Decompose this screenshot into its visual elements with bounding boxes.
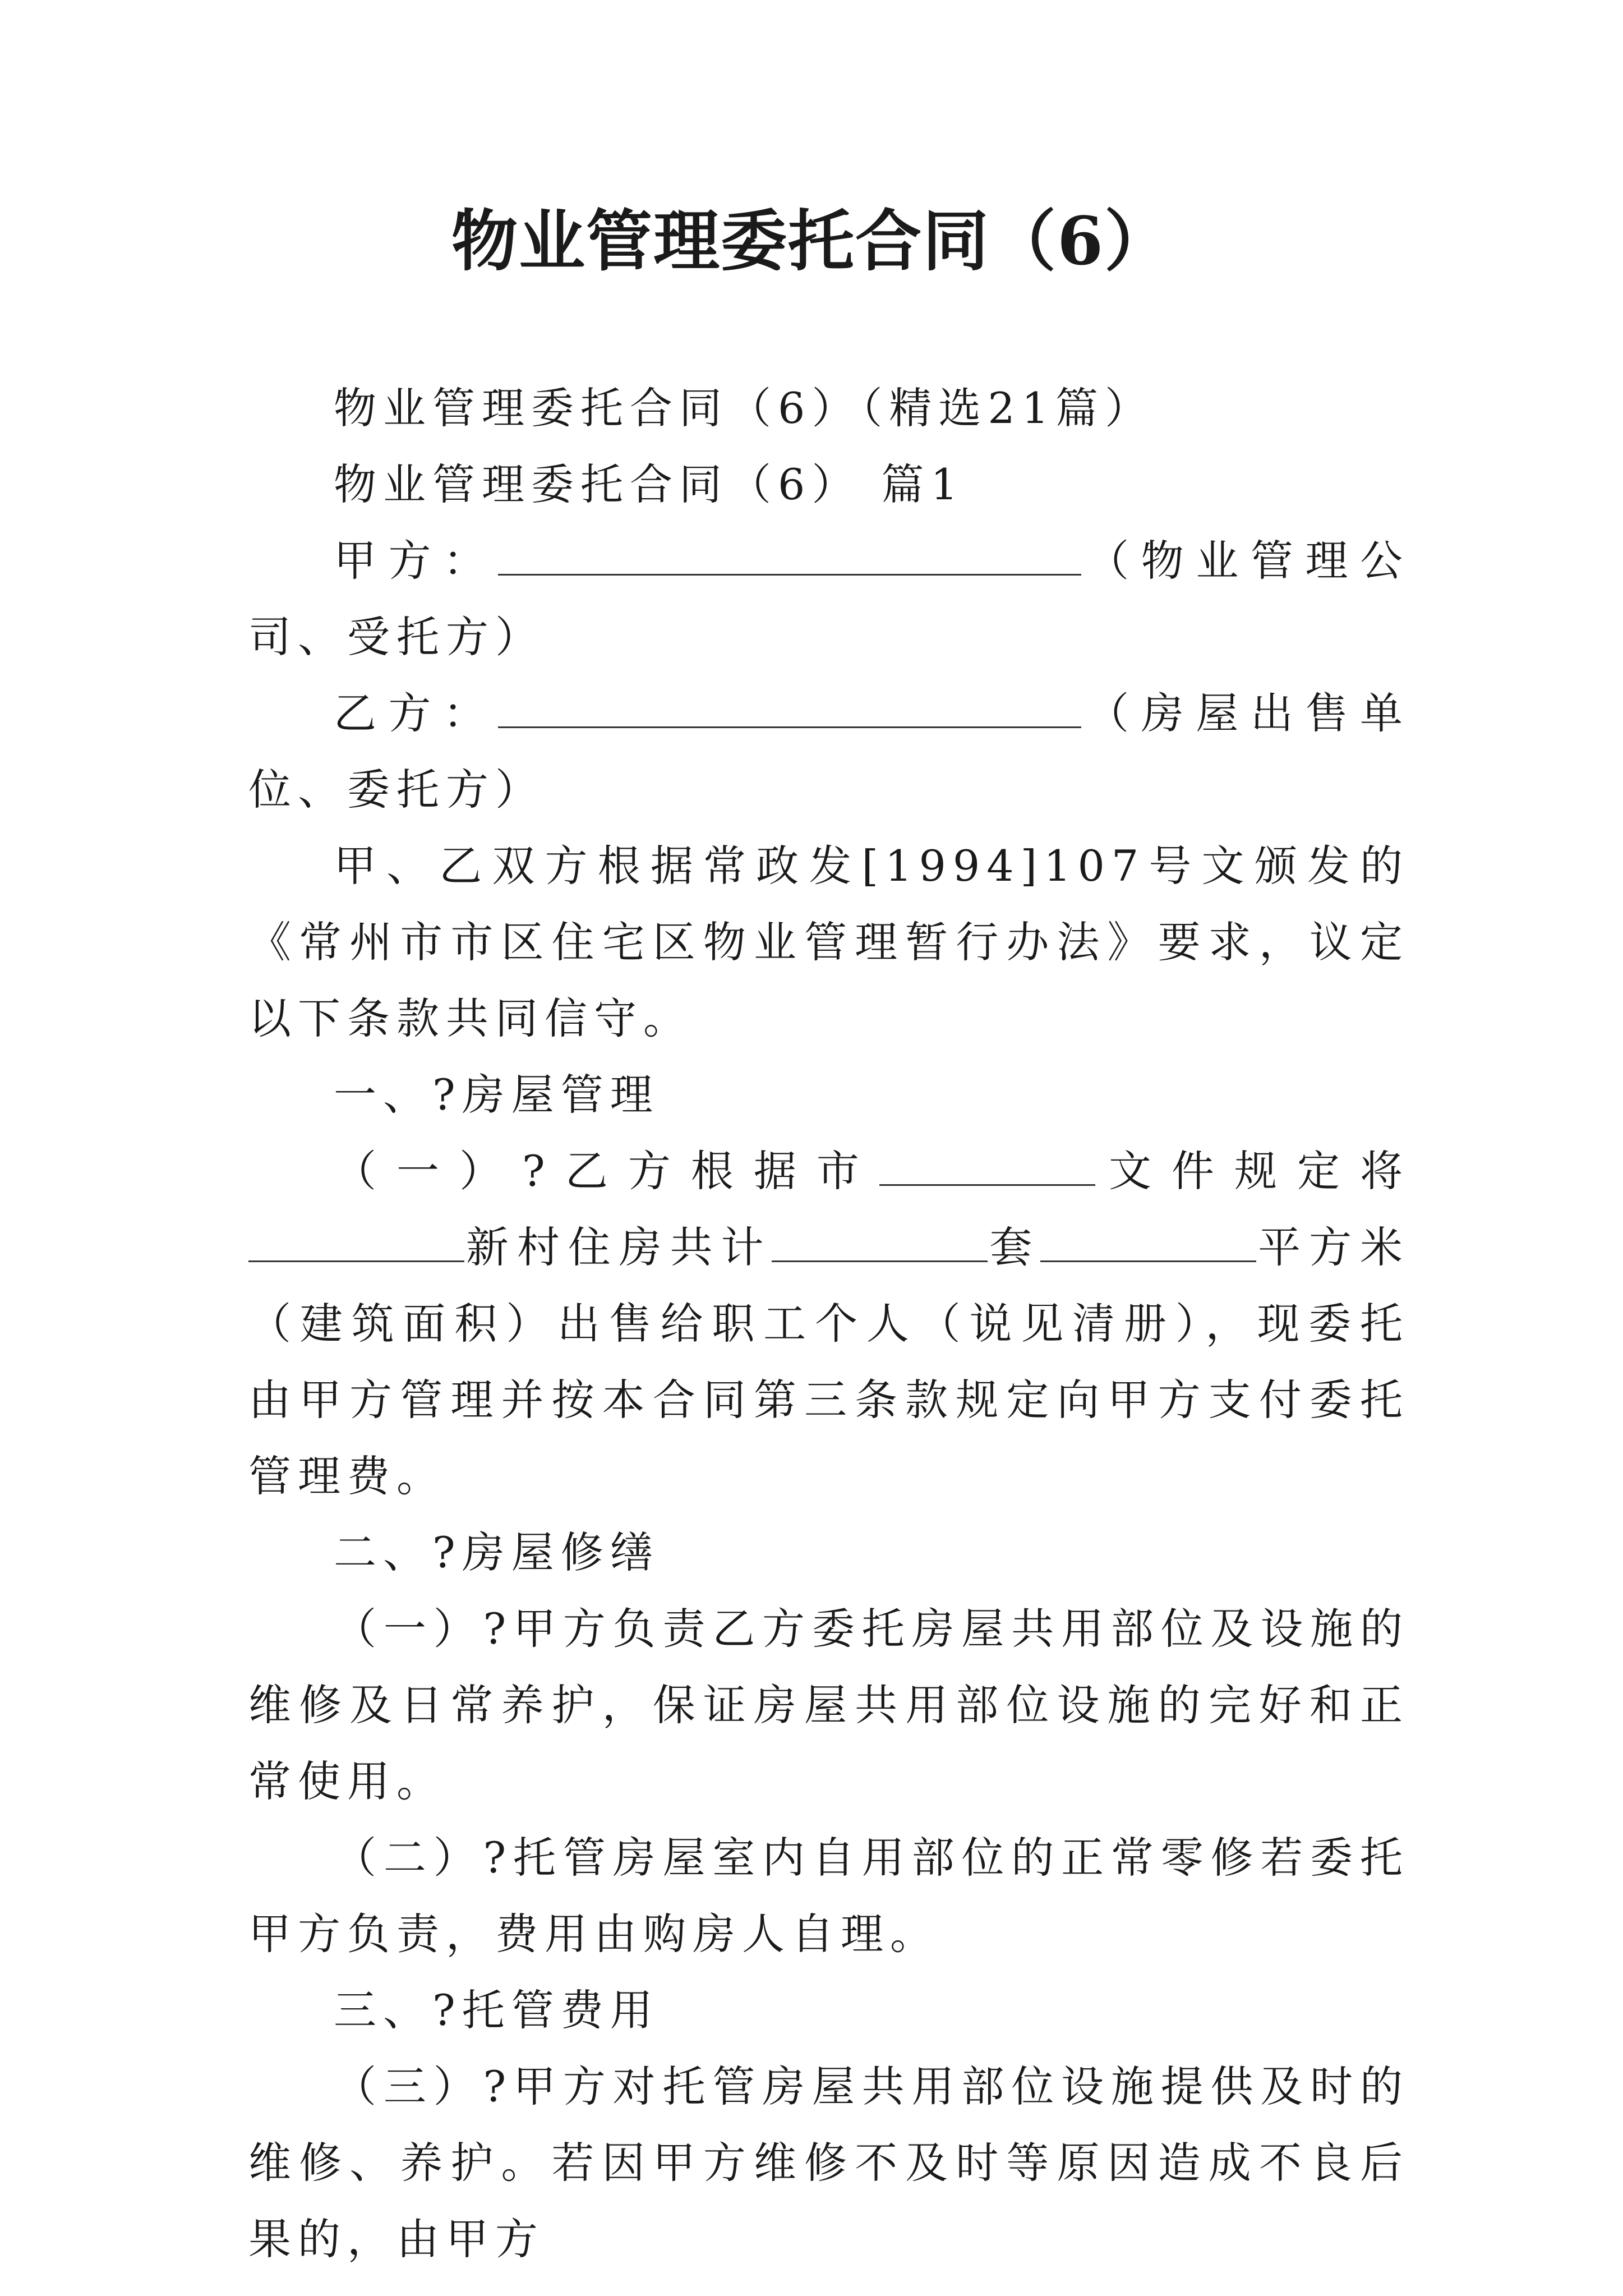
units-blank [772, 1227, 988, 1262]
party-a-label: 甲方： [334, 536, 498, 586]
section-1-item-1-text-e: 平方米（建筑面积）出售给职工个人（说见清册），现委托由甲方管理并按本合同第三条款规定向甲方支付委托管理费。 [248, 1222, 1410, 1501]
city-blank [879, 1151, 1095, 1186]
section-1-item-1-text-a: （一）?乙方根据市 [334, 1146, 879, 1196]
document-body [248, 370, 1409, 2277]
section-3-item-3: （三）?甲方对托管房屋共用部位设施提供及时的维修、养护。若因甲方维修不及时等原因造成不良后果的，由甲方 [248, 2062, 1409, 2264]
section-2-heading: 二、?房屋修缮 [334, 1527, 660, 1577]
document-title: 物业管理委托合同（6） [451, 202, 1172, 280]
section-2-item-1: （一）?甲方负责乙方委托房屋共用部位及设施的维修及日常养护，保证房屋共用部位设施的完好和正常使用。 [248, 1604, 1409, 1806]
party-a-role: （物业管理公司、受托方） [248, 536, 1410, 662]
section-1-item-1-text-b: 文件规定将 [1095, 1146, 1410, 1196]
area-blank [1040, 1227, 1256, 1262]
party-b-role: （房屋出售单位、委托方） [248, 688, 1410, 815]
village-blank [248, 1227, 464, 1262]
section-3-heading: 三、?托管费用 [334, 1985, 660, 2035]
intro-paragraph: 甲、乙双方根据常政发[1994]107号文颁发的《常州市市区住宅区物业管理暂行办法》要求，议定以下条款共同信守。 [248, 841, 1409, 1043]
part-heading: 物业管理委托合同（6） 篇1 [334, 459, 965, 509]
section-1-item-1-text-d: 套 [988, 1222, 1041, 1272]
party-b-label: 乙方： [334, 688, 498, 738]
subtitle: 物业管理委托合同（6）（精选21篇） [334, 383, 1155, 433]
section-2-item-2: （二）?托管房屋室内自用部位的正常零修若委托甲方负责，费用由购房人自理。 [248, 1833, 1409, 1959]
section-1-item-1-text-c: 新村住房共计 [464, 1222, 772, 1272]
party-a-line [248, 523, 1409, 675]
party-b-line [248, 675, 1409, 828]
section-1-item-1 [248, 1133, 1409, 1515]
section-1-heading: 一、?房屋管理 [334, 1070, 660, 1120]
party-b-blank [498, 693, 1081, 728]
party-a-blank [498, 540, 1081, 576]
